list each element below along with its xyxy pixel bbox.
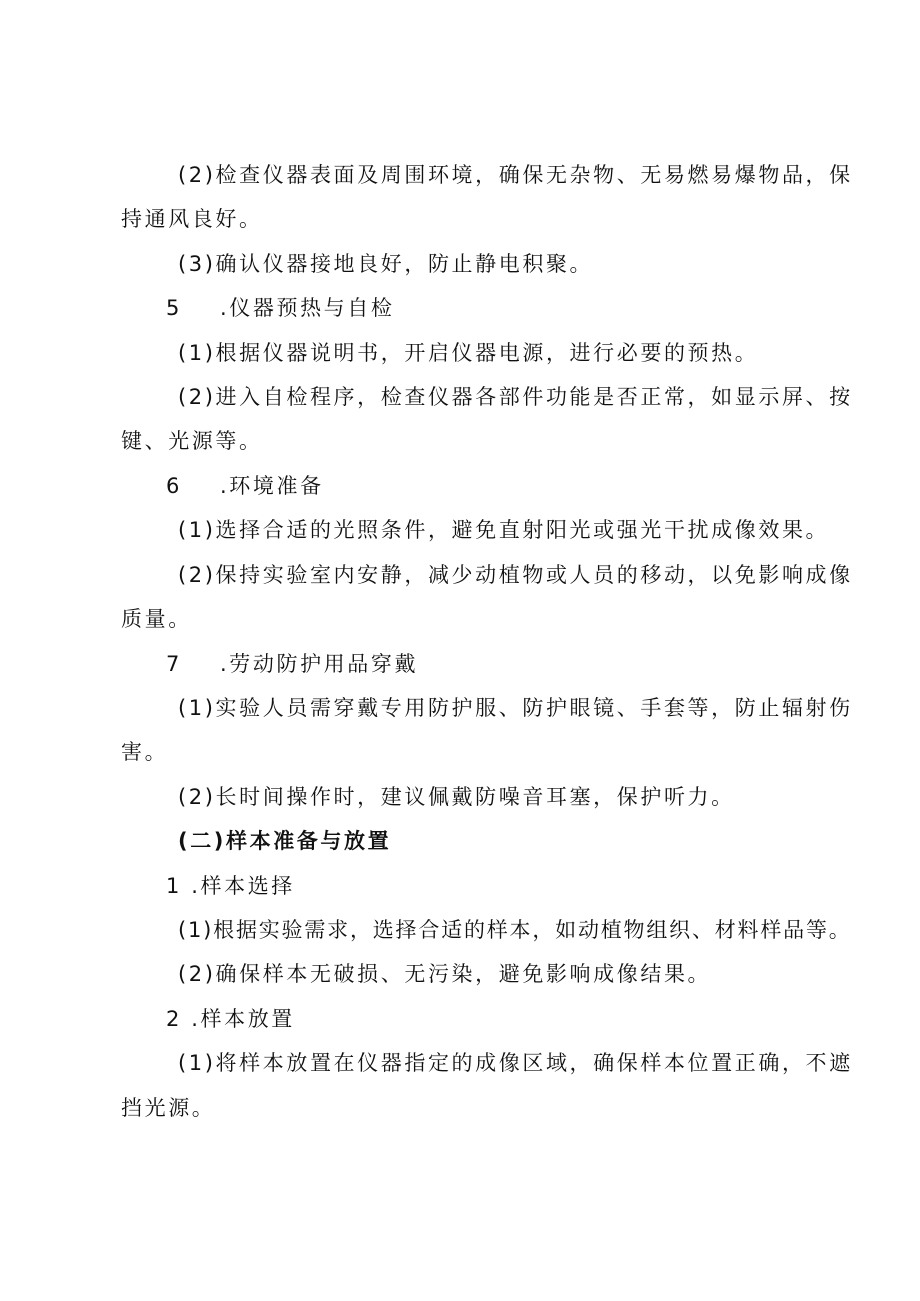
paragraph: (1)根据仪器说明书，开启仪器电源，进行必要的预热。 — [178, 341, 759, 365]
paragraph-line: (2)检查仪器表面及周围环境，确保无杂物、无易燃易爆物品，保 — [178, 163, 853, 187]
paragraph: (2)确保样本无破损、无污染，避免影响成像结果。 — [178, 962, 712, 986]
paragraph: (1)根据实验需求，选择合适的样本，如动植物组织、材料样品等。 — [178, 918, 852, 942]
paragraph-line: (2)保持实验室内安静，减少动植物或人员的移动，以免影响成像 — [178, 563, 853, 587]
heading-number: 5 — [166, 296, 182, 320]
paragraph: (2)长时间操作时，建议佩戴防噪音耳塞，保护听力。 — [178, 785, 735, 809]
paragraph-line: (2)进入自检程序，检查仪器各部件功能是否正常，如显示屏、按 — [178, 385, 853, 409]
paragraph-line: 害。 — [121, 740, 169, 764]
numbered-heading-2: 2 .样本放置 — [166, 1007, 295, 1031]
numbered-heading-6 — [166, 473, 324, 499]
paragraph: (3)确认仪器接地良好，防止静电积聚。 — [178, 252, 594, 276]
heading-text: .劳动防护用品穿戴 — [220, 652, 419, 676]
heading-number: 7 — [166, 652, 182, 676]
paragraph-line: 质量。 — [121, 607, 192, 631]
paragraph-line: 键、光源等。 — [121, 429, 263, 453]
numbered-heading-7 — [166, 651, 418, 677]
paragraph: (1)选择合适的光照条件，避免直射阳光或强光干扰成像效果。 — [178, 518, 830, 542]
numbered-heading-1: 1 .样本选择 — [166, 874, 295, 898]
paragraph-line: 挡光源。 — [121, 1096, 216, 1120]
paragraph-line: 持通风良好。 — [121, 207, 263, 231]
heading-text: .环境准备 — [220, 474, 324, 498]
section-heading: (二)样本准备与放置 — [178, 829, 392, 853]
paragraph-line: (1)将样本放置在仪器指定的成像区域，确保样本位置正确，不遮 — [178, 1051, 853, 1075]
numbered-heading-5 — [166, 295, 394, 321]
heading-number: 6 — [166, 474, 182, 498]
heading-text: .仪器预热与自检 — [220, 296, 395, 320]
paragraph-line: (1)实验人员需穿戴专用防护服、防护眼镜、手套等，防止辐射伤 — [178, 696, 853, 720]
